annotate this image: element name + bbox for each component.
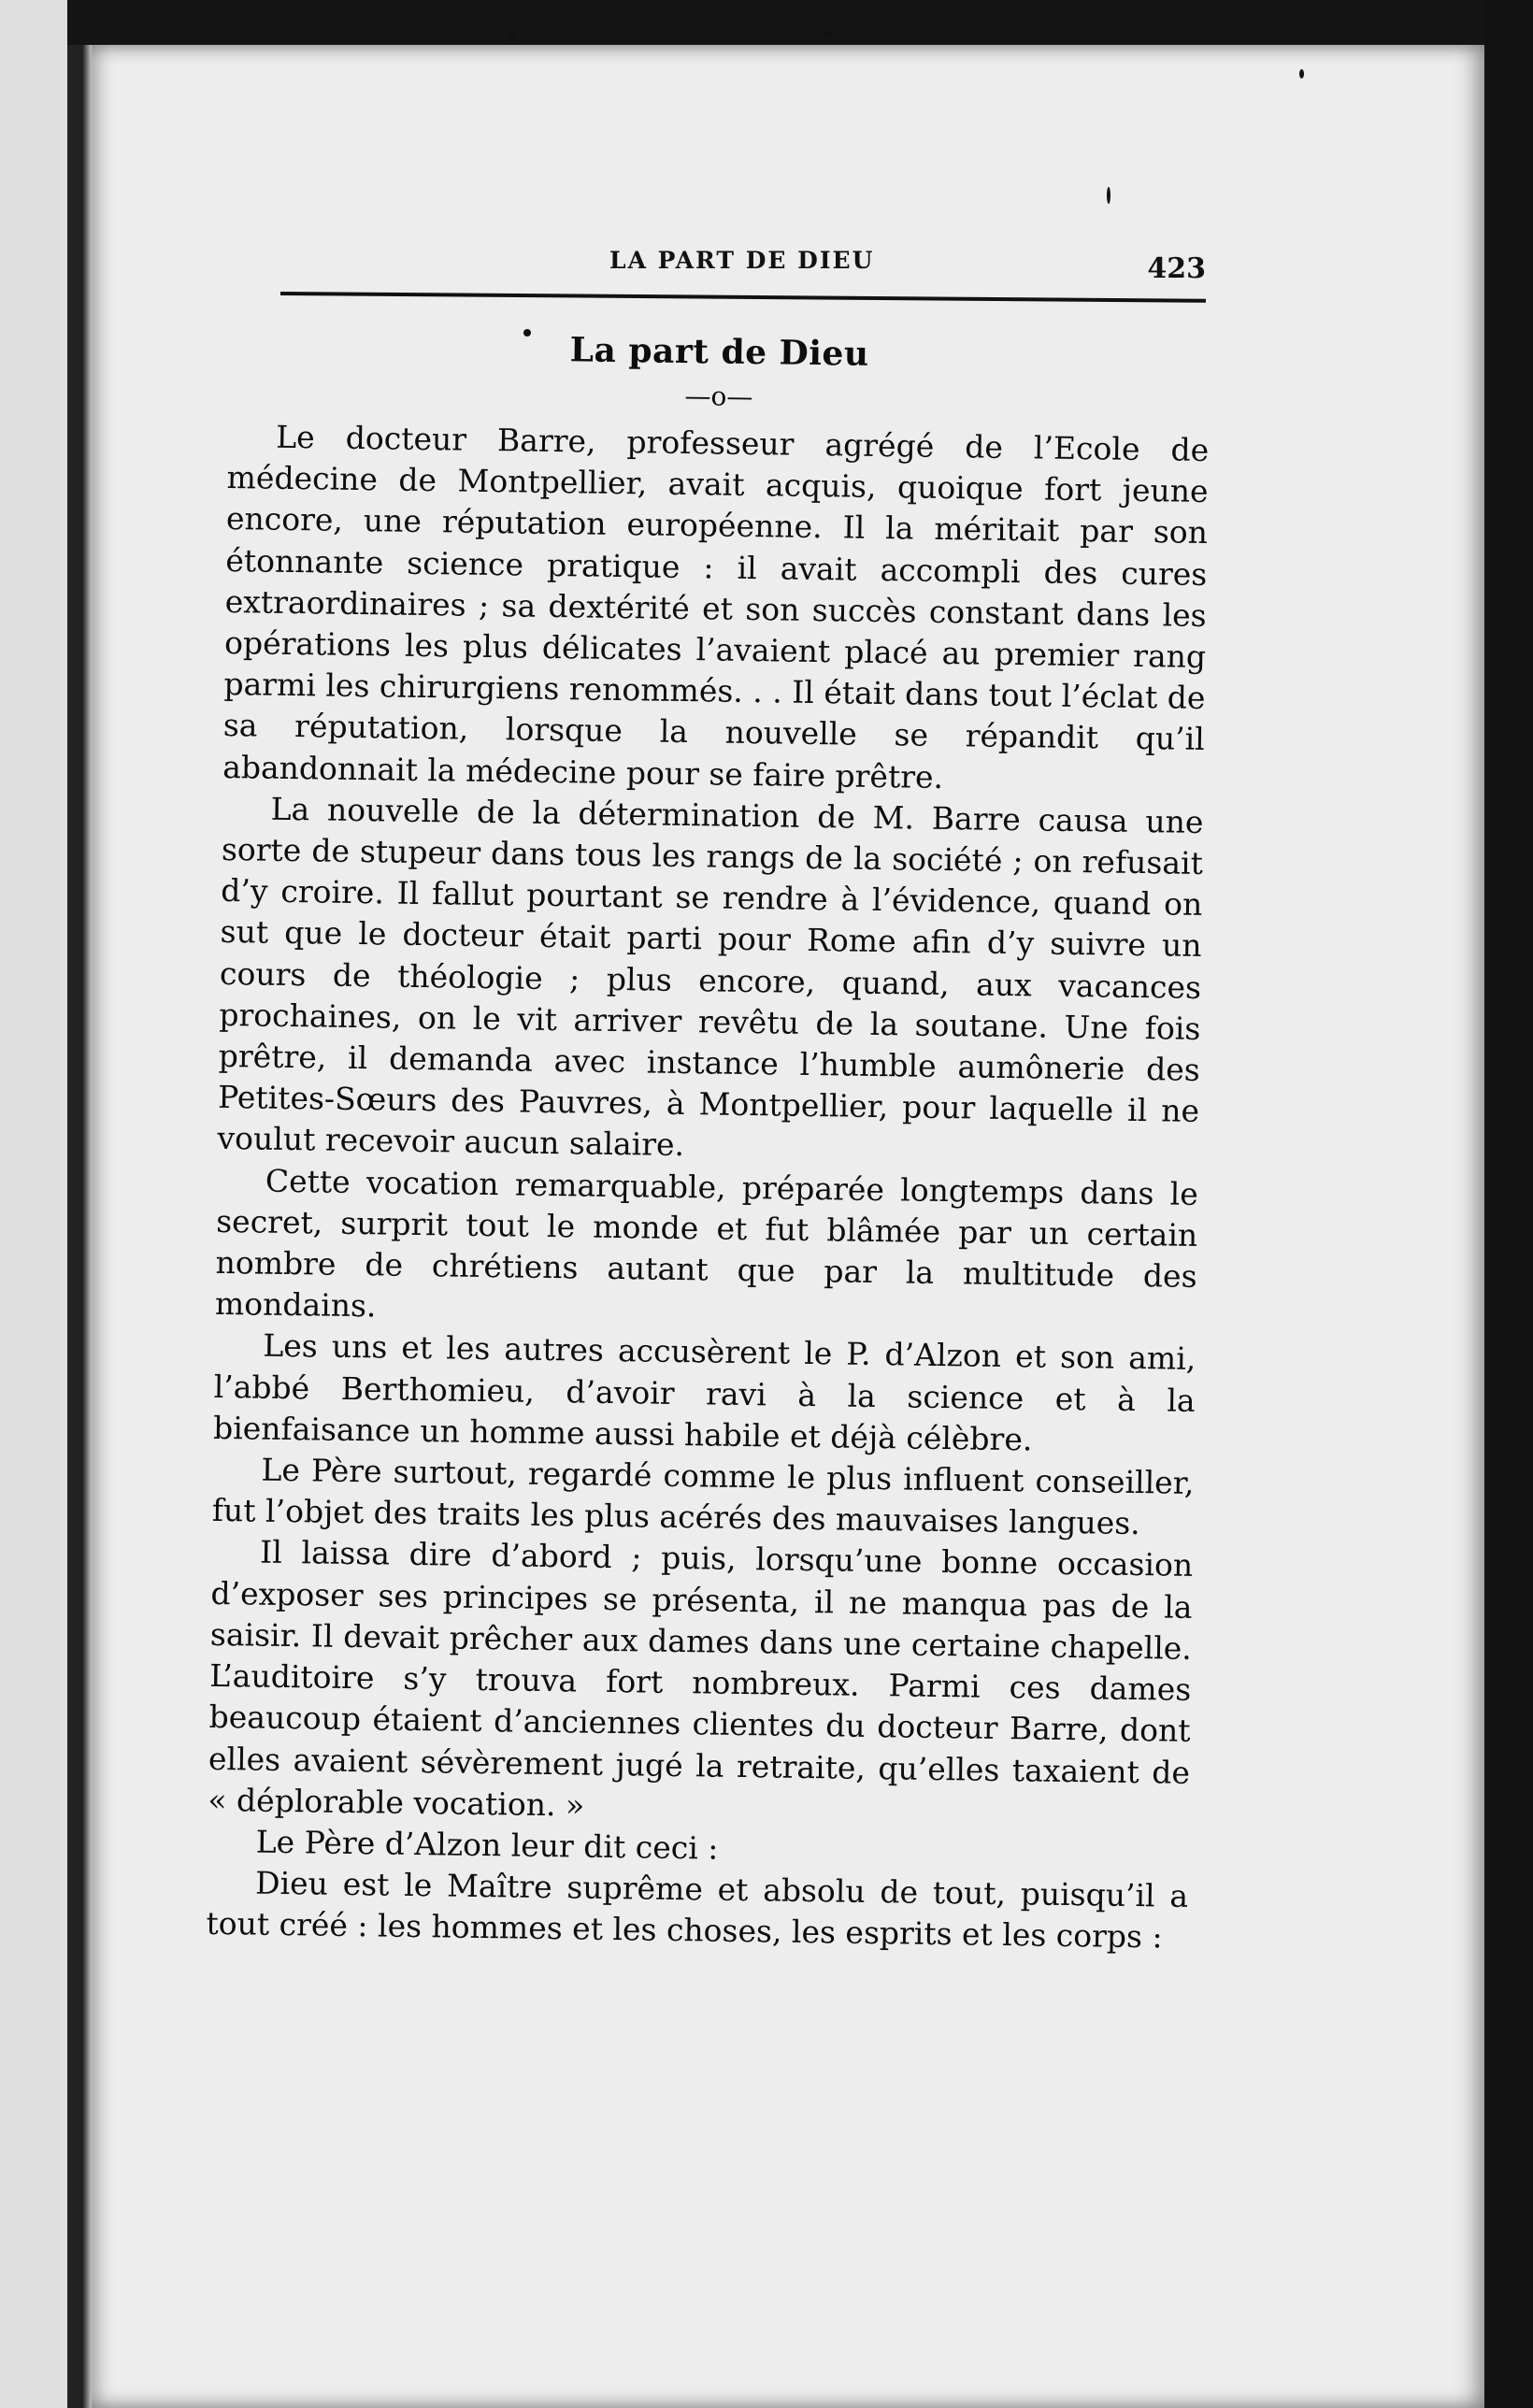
paragraph: La nouvelle de la détermination de M. Barre causa une sorte de stupeur dans tous les rangs de la société ; on refusait d’y croire. Il fallut pourtant se rendre à l’évidence, quand on sut que le docteur était parti pour Rome afin d’y suivre un cours de théologie ; plus encore, quand, aux vacances prochaines, on le vit arriver revêtu de la soutane. Une fois prêtre, il demanda avec instance l’humble aumônerie des Petites-Sœurs des Pauvres, à Montpellier, pour laquelle il ne voulut recevoir aucun salaire. xyxy=(217,790,1204,1164)
dust-speck xyxy=(824,32,831,36)
paragraph: Le Père d’Alzon leur dit ceci : xyxy=(255,1823,719,1867)
paragraph: Dieu est le Maître suprême et absolu de tout, puisqu’il a tout créé : les hommes et les choses, les esprits et les corps : xyxy=(206,1864,1189,1956)
dust-speck xyxy=(1299,69,1304,79)
title-ornament: —o— xyxy=(684,380,753,413)
facing-page-edge xyxy=(0,0,82,2408)
page-body xyxy=(205,325,1211,2059)
dust-speck xyxy=(1107,187,1110,204)
dust-speck xyxy=(509,36,515,41)
scan-top-border xyxy=(67,0,1533,45)
page-number: 423 xyxy=(1147,252,1206,285)
paragraph: Il laissa dire d’abord ; puis, lorsqu’une bonne occasion d’exposer ses principes se présenta, il ne manqua pas de la saisir. Il devait prêcher aux dames dans une certaine chapelle. L’auditoire s’y trouva fort nombreux. Parmi ces dames beaucoup étaient d’anciennes clientes du docteur Barre, dont elles avaient sévèrement jugé la retraite, qu’elles taxaient de « déplorable vocation. » xyxy=(208,1534,1194,1824)
paragraph: Le docteur Barre, professeur agrégé de l’Ecole de médecine de Montpellier, avait acquis, quoique fort jeune encore, une réputation européenne. Il la méritait par son étonnante science pratique : il avait accompli des cures extraordinaires ; sa dextérité et son succès constant dans les opérations les plus délicates l’avaient placé au premier rang parmi les chirurgiens renommés. . . Il était dans tout l’éclat de sa réputation, lorsque la nouvelle se répandit qu’il abandonnait la médecine pour se faire prêtre. xyxy=(222,418,1210,796)
chapter-title: La part de Dieu xyxy=(569,330,869,374)
running-header xyxy=(280,239,1206,295)
paragraph: Les uns et les autres accusèrent le P. d’Alzon et son ami, l’abbé Berthomieu, d’avoir ravi à la science et à la bienfaisance un homme aussi habile et déjà célèbre. xyxy=(212,1327,1196,1458)
dust-speck xyxy=(523,329,531,337)
paragraph: Cette vocation remarquable, préparée longtemps dans le secret, surprit tout le monde et fut blâmée par un certain nombre de chrétiens autant que par la multitude des mondains. xyxy=(214,1162,1199,1325)
running-title: LA PART DE DIEU xyxy=(609,247,875,274)
scan-right-border xyxy=(1484,0,1533,2408)
paragraph: Le Père surtout, regardé comme le plus influent conseiller, fut l’objet des traits les plus acérés des mauvaises langues. xyxy=(211,1451,1195,1542)
